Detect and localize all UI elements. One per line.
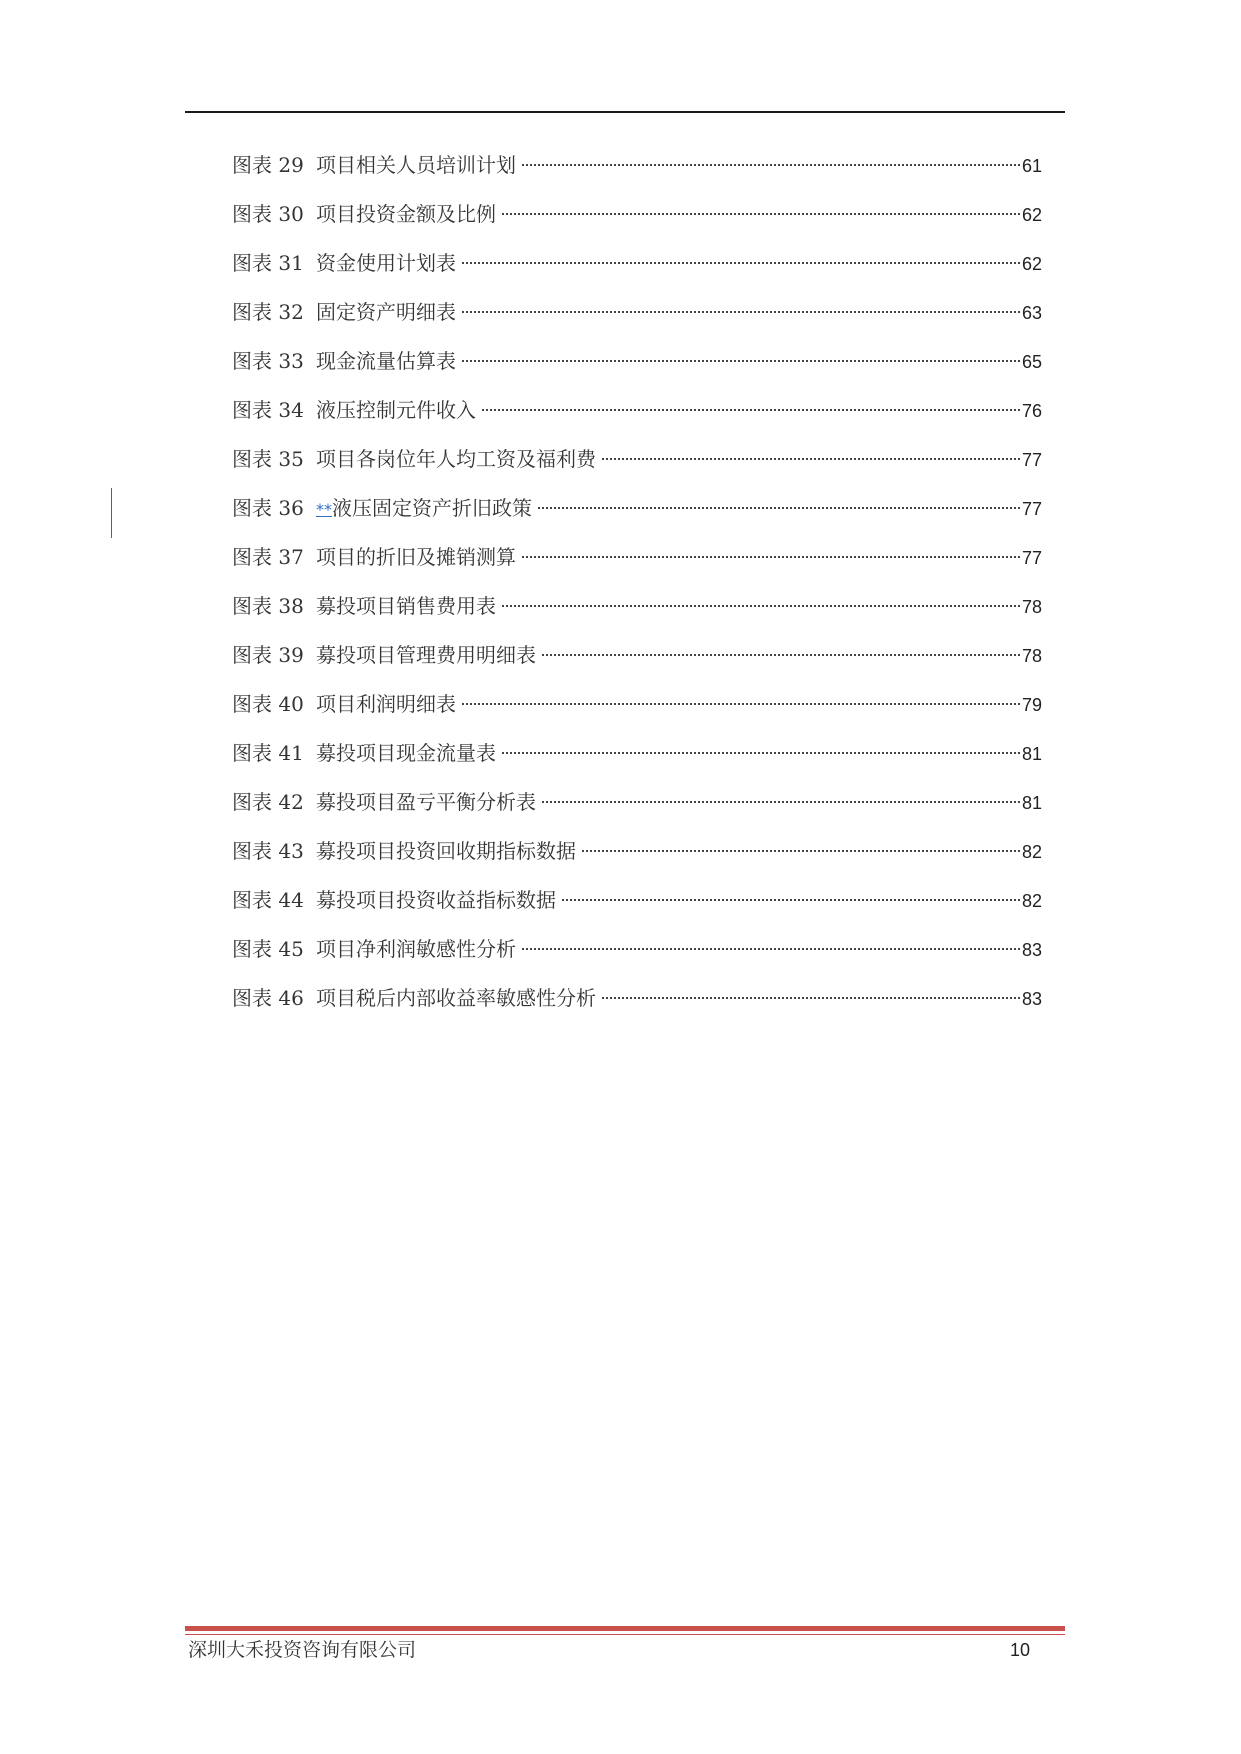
footer-company-name: 深圳大禾投资咨询有限公司 (188, 1639, 417, 1661)
toc-entry[interactable] (232, 981, 1042, 1030)
toc-dot-leader (542, 654, 1020, 656)
toc-entry-title-wrap (316, 491, 532, 527)
toc-entry-title-wrap (316, 883, 556, 917)
toc-entry-page-number: 63 (1021, 303, 1042, 323)
toc-entry-title: 项目相关人员培训计划 (316, 153, 516, 177)
toc-dot-leader (582, 850, 1020, 852)
toc-entry-title-wrap (316, 638, 536, 672)
toc-dot-leader (502, 213, 1020, 215)
toc-entry-label: 图表 35 (232, 447, 304, 471)
revision-change-bar (111, 488, 112, 538)
toc-entry-title: 项目的折旧及摊销测算 (316, 545, 516, 569)
toc-dot-leader (462, 262, 1020, 264)
footer-page-number: 10 (1010, 1640, 1031, 1660)
header-rule (185, 111, 1065, 113)
table-of-figures (232, 148, 1042, 1030)
toc-entry-page-number: 65 (1021, 352, 1042, 372)
toc-entry-page-number: 76 (1021, 401, 1042, 421)
toc-entry-page-number: 82 (1021, 891, 1042, 911)
toc-dot-leader (502, 605, 1020, 607)
toc-dot-leader (462, 311, 1020, 313)
toc-entry-page-number: 78 (1021, 646, 1042, 666)
toc-entry-title: 募投项目销售费用表 (316, 594, 496, 618)
toc-entry-title: 项目税后内部收益率敏感性分析 (316, 986, 596, 1010)
toc-entry-label: 图表 34 (232, 398, 304, 422)
toc-entry-title-wrap (316, 932, 516, 966)
toc-entry-page-number: 77 (1021, 548, 1042, 568)
toc-entry-title: 募投项目管理费用明细表 (316, 643, 536, 667)
toc-entry-title-wrap (316, 344, 456, 378)
toc-entry-title-wrap (316, 736, 496, 770)
toc-dot-leader (462, 703, 1020, 705)
toc-entry-label: 图表 36 (232, 496, 304, 520)
toc-entry-label: 图表 30 (232, 202, 304, 226)
toc-entry-page-number: 83 (1021, 940, 1042, 960)
toc-entry-title-wrap (316, 981, 596, 1015)
toc-entry-label: 图表 43 (232, 839, 304, 863)
toc-entry-label: 图表 42 (232, 790, 304, 814)
toc-entry-page-number: 81 (1021, 793, 1042, 813)
toc-entry-label: 图表 32 (232, 300, 304, 324)
toc-dot-leader (482, 409, 1020, 411)
toc-entry-title: 固定资产明细表 (316, 300, 456, 324)
toc-entry-title: 现金流量估算表 (316, 349, 456, 373)
toc-entry-label: 图表 33 (232, 349, 304, 373)
toc-entry-title: 募投项目盈亏平衡分析表 (316, 790, 536, 814)
toc-entry-page-number: 77 (1021, 450, 1042, 470)
toc-entry[interactable] (232, 246, 1042, 295)
toc-entry-label: 图表 46 (232, 986, 304, 1010)
toc-entry-title: 项目各岗位年人均工资及福利费 (316, 447, 596, 471)
toc-entry[interactable] (232, 736, 1042, 785)
toc-entry-page-number: 83 (1021, 989, 1042, 1009)
toc-entry-title-wrap (316, 393, 476, 427)
toc-dot-leader (542, 801, 1020, 803)
toc-entry[interactable] (232, 883, 1042, 932)
toc-entry[interactable] (232, 295, 1042, 344)
toc-entry-label: 图表 41 (232, 741, 304, 765)
toc-entry-title-wrap (316, 295, 456, 329)
toc-entry-label: 图表 45 (232, 937, 304, 961)
toc-entry[interactable] (232, 932, 1042, 981)
toc-dot-leader (602, 458, 1020, 460)
toc-entry[interactable] (232, 589, 1042, 638)
toc-entry-title-wrap (316, 246, 456, 280)
toc-entry-label: 图表 38 (232, 594, 304, 618)
toc-entry-title-wrap (316, 785, 536, 819)
toc-entry[interactable] (232, 834, 1042, 883)
toc-entry-page-number: 78 (1021, 597, 1042, 617)
toc-entry-title: 项目净利润敏感性分析 (316, 937, 516, 961)
toc-entry-title-wrap (316, 197, 496, 231)
toc-entry-page-number: 62 (1021, 254, 1042, 274)
toc-entry-title-wrap (316, 540, 516, 574)
toc-dot-leader (522, 556, 1020, 558)
toc-dot-leader (502, 752, 1020, 754)
toc-entry-page-number: 81 (1021, 744, 1042, 764)
footer-rule-thin (185, 1634, 1065, 1635)
toc-entry-title-wrap (316, 442, 596, 476)
footer-rule (185, 1626, 1065, 1631)
toc-entry[interactable] (232, 491, 1042, 540)
toc-entry-title: 募投项目现金流量表 (316, 741, 496, 765)
toc-entry-label: 图表 29 (232, 153, 304, 177)
toc-entry-label: 图表 40 (232, 692, 304, 716)
toc-entry[interactable] (232, 148, 1042, 197)
toc-entry[interactable] (232, 344, 1042, 393)
toc-entry-page-number: 82 (1021, 842, 1042, 862)
toc-entry[interactable] (232, 442, 1042, 491)
toc-entry-page-number: 77 (1021, 499, 1042, 519)
toc-dot-leader (602, 997, 1020, 999)
toc-dot-leader (522, 164, 1020, 166)
toc-entry-label: 图表 39 (232, 643, 304, 667)
toc-entry-title: 液压固定资产折旧政策 (332, 496, 532, 520)
toc-entry[interactable] (232, 197, 1042, 246)
toc-entry[interactable] (232, 785, 1042, 834)
toc-entry-title: 募投项目投资回收期指标数据 (316, 839, 576, 863)
toc-entry-title: 资金使用计划表 (316, 251, 456, 275)
toc-entry-title: 项目投资金额及比例 (316, 202, 496, 226)
toc-entry[interactable] (232, 687, 1042, 736)
toc-entry[interactable] (232, 393, 1042, 442)
toc-entry-label: 图表 44 (232, 888, 304, 912)
toc-entry-title: 募投项目投资收益指标数据 (316, 888, 556, 912)
toc-entry-label: 图表 31 (232, 251, 304, 275)
toc-entry-title: 项目利润明细表 (316, 692, 456, 716)
toc-entry-page-number: 79 (1021, 695, 1042, 715)
toc-dot-leader (538, 507, 1020, 509)
toc-entry[interactable] (232, 540, 1042, 589)
toc-entry-comment-mark[interactable]: ** (316, 500, 332, 519)
toc-entry-page-number: 62 (1021, 205, 1042, 225)
toc-entry-title: 液压控制元件收入 (316, 398, 476, 422)
toc-entry-title-wrap (316, 687, 456, 721)
toc-entry-title-wrap (316, 148, 516, 182)
toc-dot-leader (522, 948, 1020, 950)
toc-dot-leader (562, 899, 1020, 901)
toc-entry-title-wrap (316, 834, 576, 868)
toc-entry-title-wrap (316, 589, 496, 623)
toc-entry-label: 图表 37 (232, 545, 304, 569)
toc-entry[interactable] (232, 638, 1042, 687)
toc-entry-page-number: 61 (1021, 156, 1042, 176)
toc-dot-leader (462, 360, 1020, 362)
